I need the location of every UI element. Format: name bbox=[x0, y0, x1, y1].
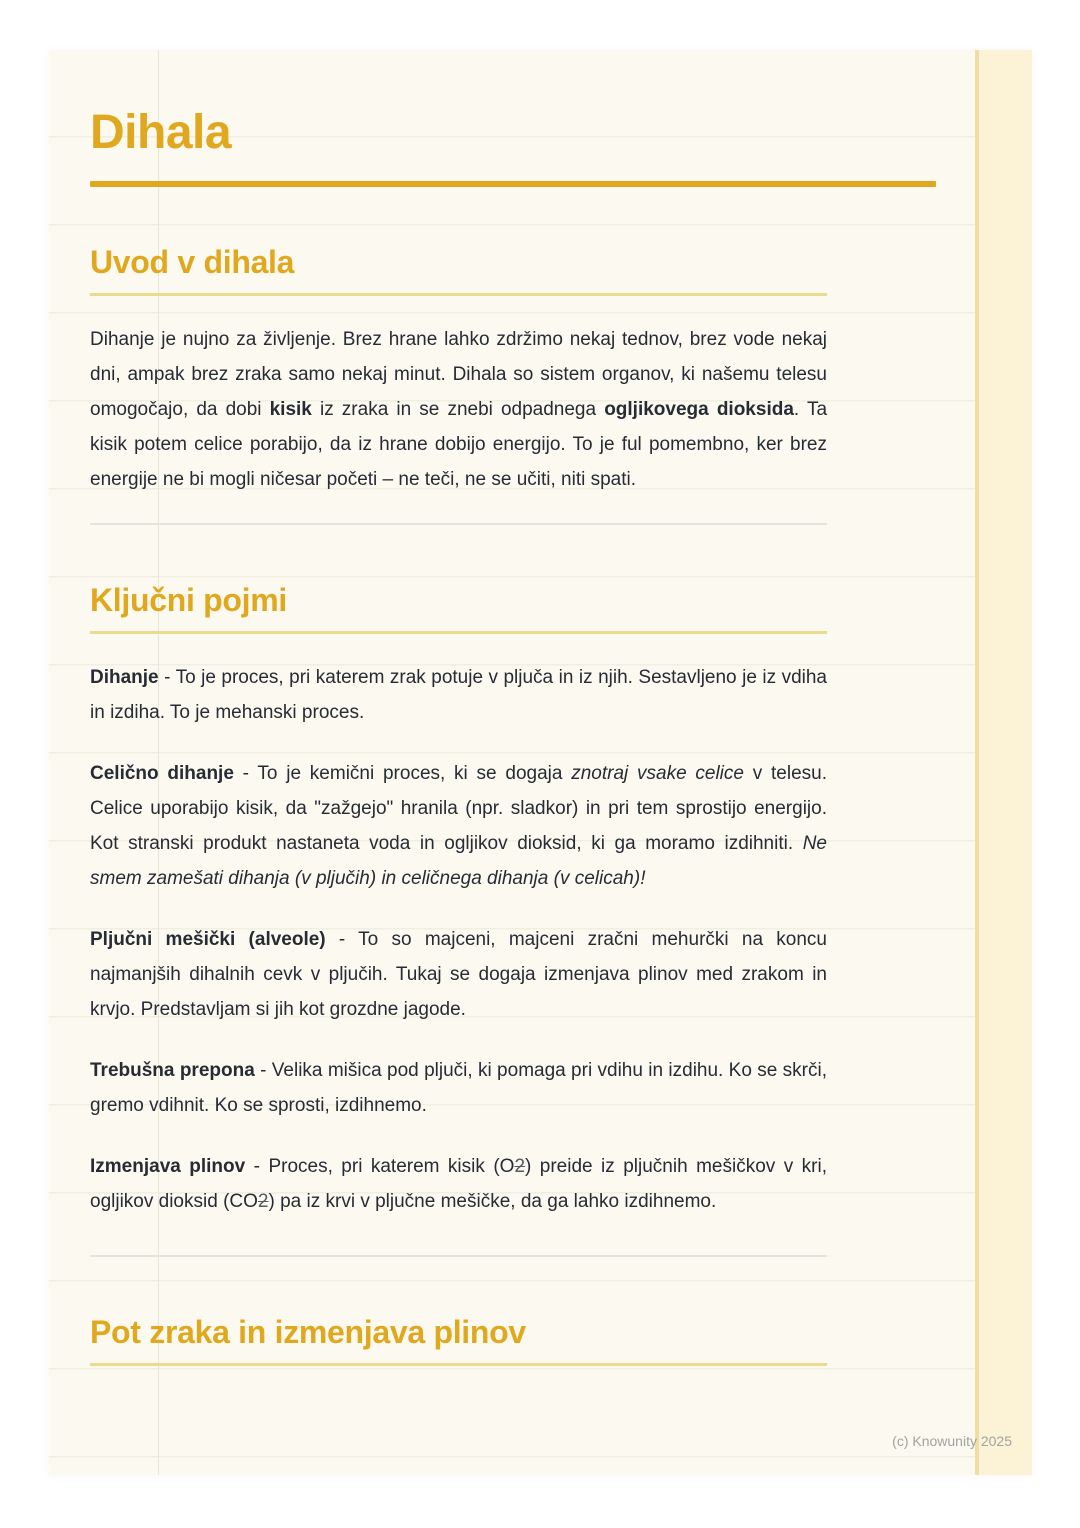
document-sheet bbox=[49, 50, 1032, 1475]
page-title: Dihala bbox=[90, 106, 232, 159]
section-heading: Uvod v dihala bbox=[90, 244, 295, 280]
section-heading-underline bbox=[90, 1363, 827, 1366]
definition-dihanje: Dihanje - To je proces, pri katerem zrak potuje v pljuča in iz njih. Sestavljeno je iz vdiha in izdiha. To je mehanski proces. bbox=[90, 667, 827, 723]
section-heading-underline bbox=[90, 293, 827, 296]
title-divider bbox=[90, 181, 936, 187]
section-pot-zraka bbox=[90, 1311, 827, 1366]
section-divider bbox=[90, 1255, 827, 1257]
section-heading: Ključni pojmi bbox=[90, 582, 287, 618]
paragraph: Dihanje je nujno za življenje. Brez hrane lahko zdržimo nekaj tednov, brez vode nekaj dni, ampak brez zraka samo nekaj minut. Dihala so sistem organov, ki našemu telesu omogočajo, da dobi kisik iz zraka in se znebi odpadnega ogljikovega dioksida. Ta kisik potem celice porabijo, da iz hrane dobijo energijo. To je ful pomembno, ker brez energije ne bi mogli ničesar početi – ne teči, ne se učiti, niti spati. bbox=[90, 329, 828, 490]
section-uvod-v-dihala bbox=[90, 241, 827, 497]
definition-pljucni-mesicki: Pljučni mešički (alveole) - To so majceni, majceni zračni mehurčki na koncu najmanjših dihalnih cevk v pljučih. Tukaj se dogaja izmenjava plinov med zrakom in krvjo. Predstavljam si jih kot grozdne jagode. bbox=[90, 929, 827, 1020]
section-heading-underline bbox=[90, 631, 827, 634]
section-heading: Pot zraka in izmenjava plinov bbox=[90, 1314, 526, 1350]
definition-celicno-dihanje: Celično dihanje - To je kemični proces, ki se dogaja znotraj vsake celice v telesu. Celice uporabijo kisik, da "zažgejo" hranila (npr. sladkor) in pri tem sprostijo energijo. Kot stranski produkt nastaneta voda in ogljikov dioksid, ki ga moramo izdihniti. Ne smem zamešati dihanja (v pljučih) in celičnega dihanja (v celicah)! bbox=[90, 763, 827, 889]
section-divider bbox=[90, 523, 827, 525]
right-accent-band bbox=[975, 50, 1032, 1475]
document-content bbox=[90, 50, 827, 1366]
section-kljucni-pojmi bbox=[90, 579, 827, 1219]
definition-izmenjava-plinov: Izmenjava plinov - Proces, pri katerem kisik (O2) preide iz pljučnih mešičkov v kri, ogljikov dioksid (CO2) pa iz krvi v pljučne mešičke, da ga lahko izdihnemo. bbox=[90, 1156, 827, 1212]
copyright-footer: (c) Knowunity 2025 bbox=[892, 1433, 1012, 1449]
definition-trebusna-prepona: Trebušna prepona - Velika mišica pod pljuči, ki pomaga pri vdihu in izdihu. Ko se skrči, gremo vdihnit. Ko se sprosti, izdihnemo. bbox=[90, 1060, 828, 1116]
